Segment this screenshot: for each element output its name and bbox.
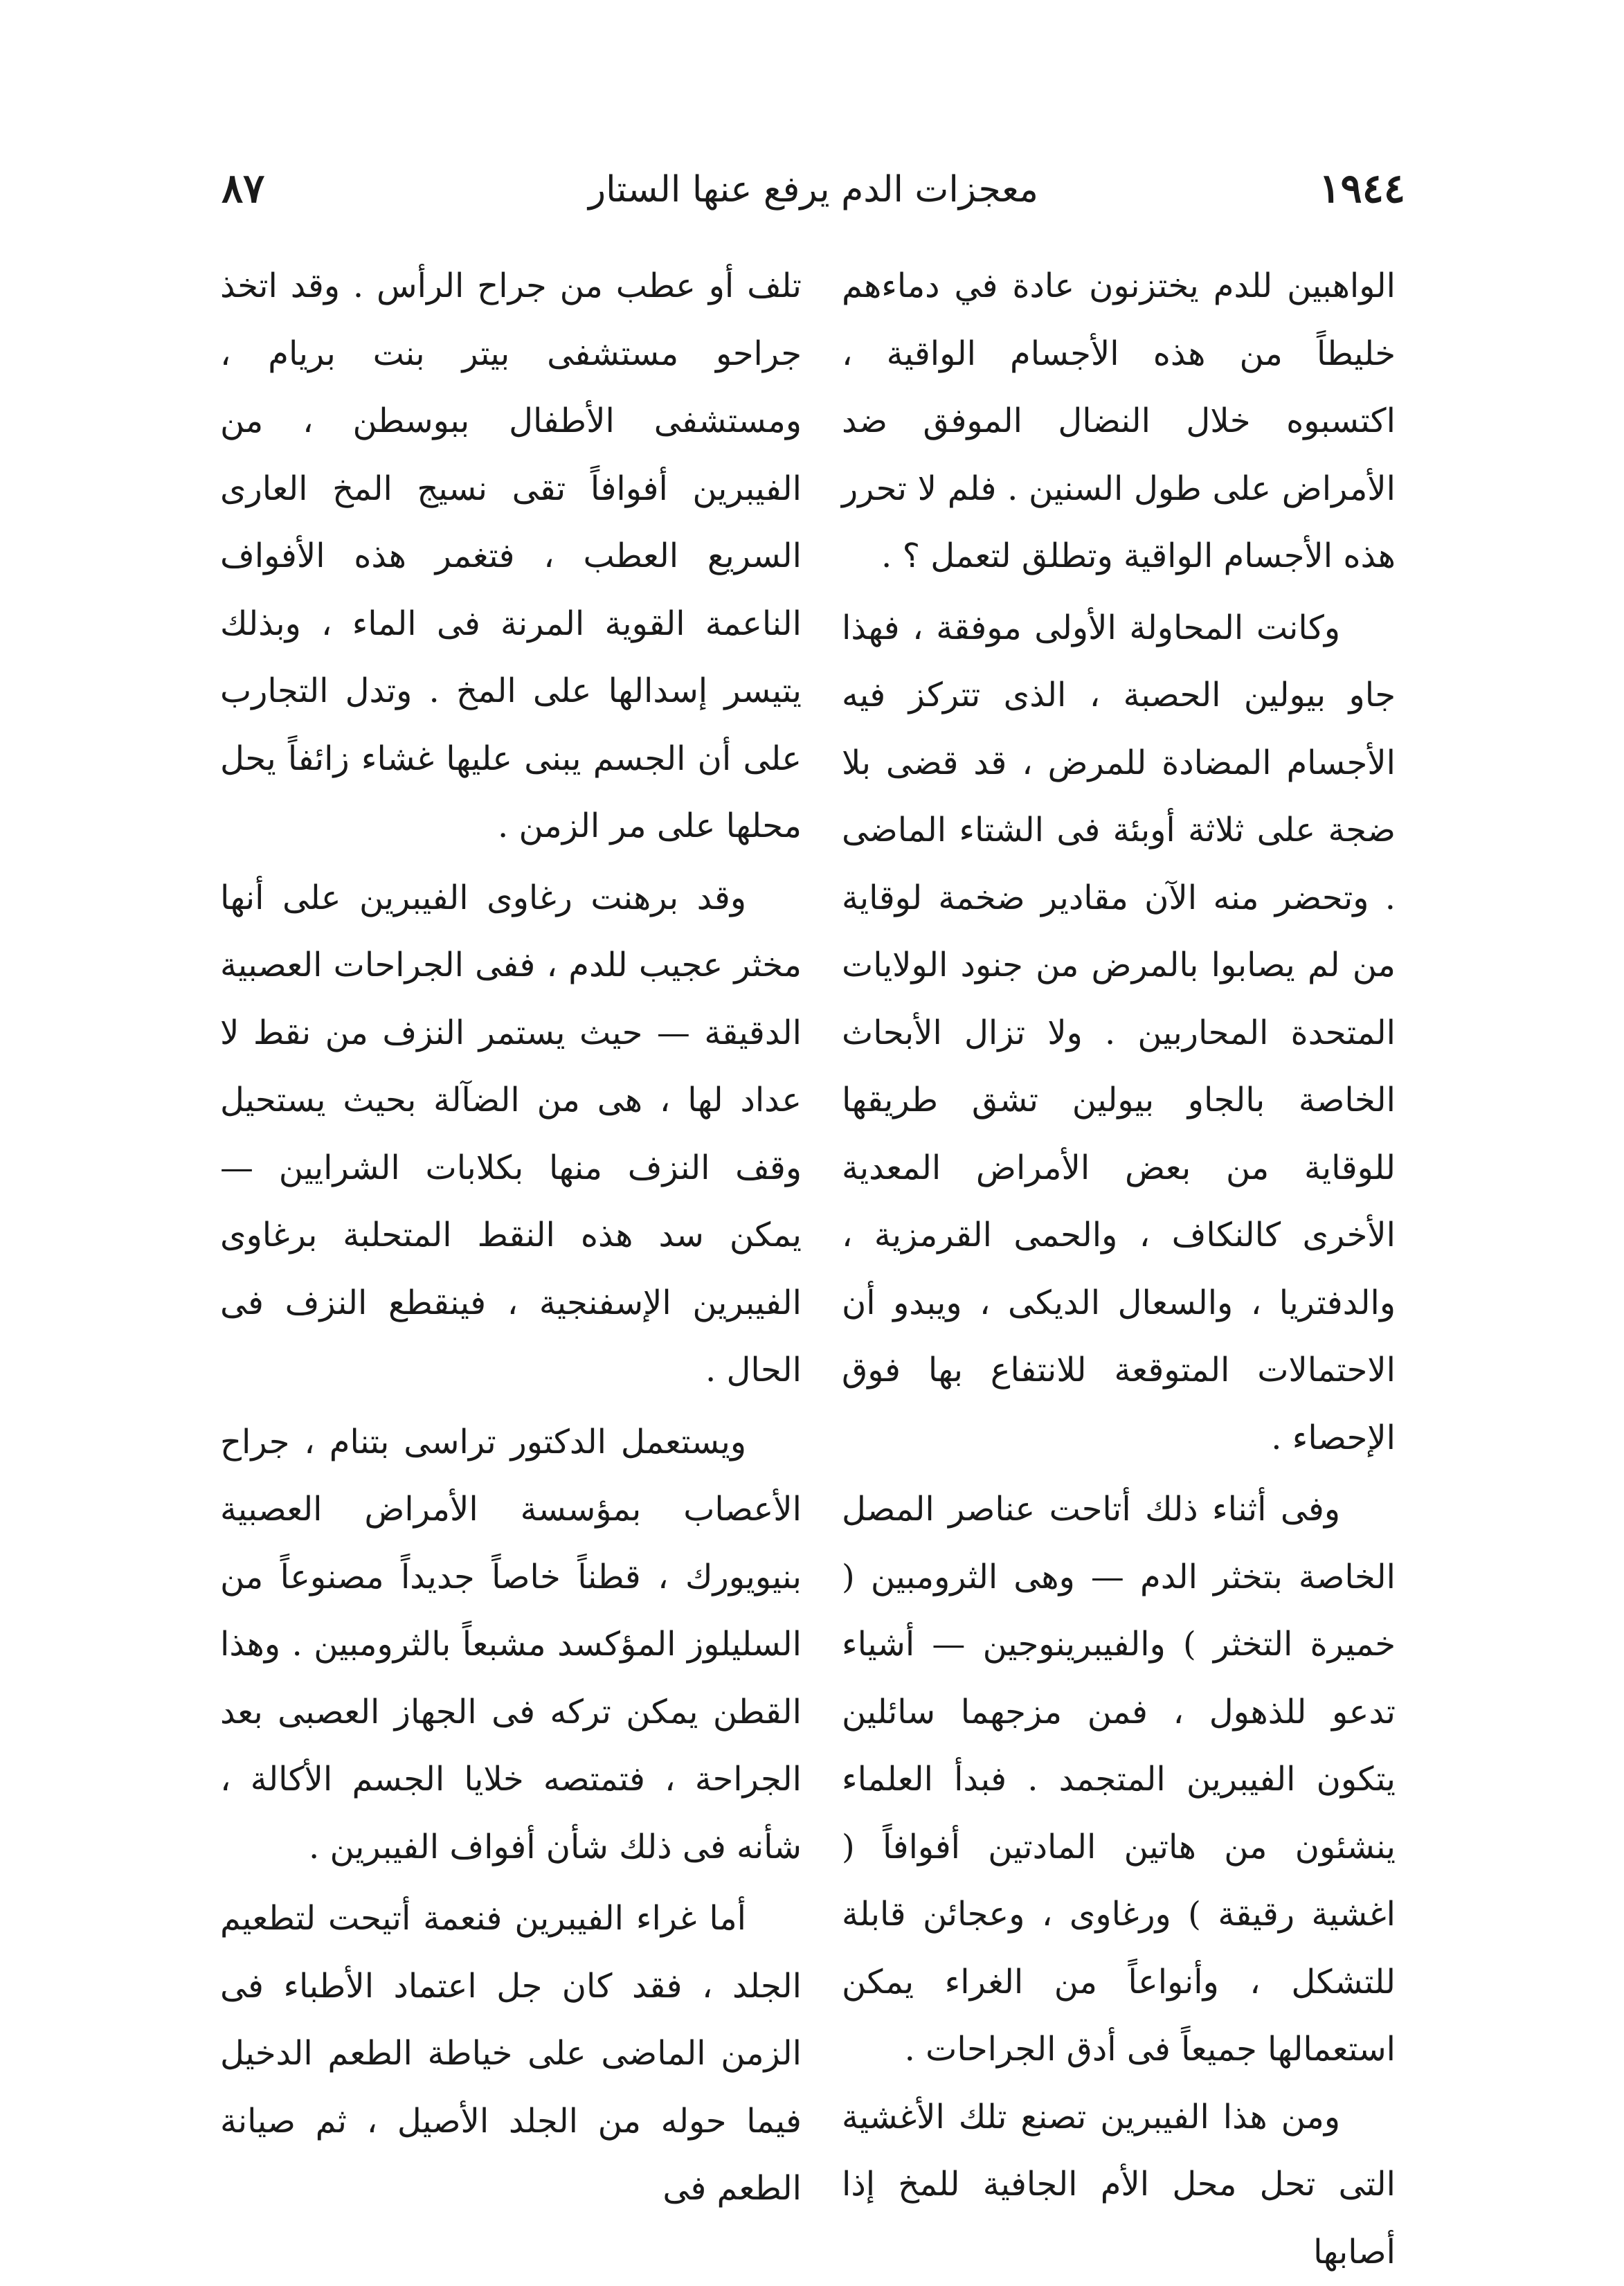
paragraph: ومن هذا الفيبرين تصنع تلك الأغشية التى تحل محل الأم الجافية للمخ إذا أصابها [842, 2084, 1396, 2286]
paragraph: وفى أثناء ذلك أتاحت عناصر المصل الخاصة بتخثر الدم — وهى الثرومبين ( خميرة التخثر ) والفيبرينوجين — أشياء تدعو للذهول ، فمن مزجهما سائلين يتكون الفيبرين المتجمد . فبدأ العلماء ينشئون من هاتين المادتين أفوافاً ( اغشية رقيقة ) ورغاوى ، وعجائن قابلة للتشكل ، وأنواعاً من الغراء يمكن استعمالها جميعاً فى أدق الجراحات . [842, 1476, 1396, 2084]
header-year: ١٩٤٤ [1319, 165, 1405, 212]
paragraph: أما غراء الفيبرين فنعمة أتيحت لتطعيم الجلد ، فقد كان جل اعتماد الأطباء فى الزمن الماضى على خياطة الطعم الدخيل فيما حوله من الجلد الأصيل ، ثم صيانة الطعم فى [220, 1885, 802, 2223]
paragraph: ويستعمل الدكتور تراسى بتنام ، جراح الأعصاب بمؤسسة الأمراض العصبية بنيويورك ، قطناً خاصاً جديداً مصنوعاً من السليلوز المؤكسد مشبعاً بالثرومبين . وهذا القطن يمكن تركه فى الجهاز العصبى بعد الجراحة ، فتمتصه خلايا الجسم الأكالة ، شأنه فى ذلك شأن أفواف الفيبرين . [220, 1409, 802, 1882]
paragraph: وكانت المحاولة الأولى موفقة ، فهذا جاو بيولين الحصبة ، الذى تتركز فيه الأجسام المضادة للمرض ، قد قضى بلا ضجة على ثلاثة أوبئة فى الشتاء الماضى . وتحضر منه الآن مقادير ضخمة لوقاية من لم يصابوا بالمرض من جنود الولايات المتحدة المحاربين . ولا تزال الأبحاث الخاصة بالجاو بيولين تشق طريقها للوقاية من بعض الأمراض المعدية الأخرى كالنكاف ، والحمى القرمزية ، والدفتريا ، والسعال الديكى ، ويبدو أن الاحتمالات المتوقعة للانتفاع بها فوق الإحصاء . [842, 595, 1396, 1473]
paragraph: وقد برهنت رغاوى الفيبرين على أنها مخثر عجيب للدم ، ففى الجراحات العصبية الدقيقة — حيث يستمر النزف من نقط لا عداد لها ، هى من الضآلة بحيث يستحيل وقف النزف منها بكلابات الشرايين — يمكن سد هذه النقط المتحلبة برغاوى الفيبرين الإسفنجية ، فينقطع النزف فى الحال . [220, 865, 802, 1405]
running-header [222, 165, 1405, 227]
paragraph: الواهبين للدم يختزنون عادة في دماءهم خليطاً من هذه الأجسام الواقية ، اكتسبوه خلال النضال الموفق ضد الأمراض على طول السنين . فلم لا تحرر هذه الأجسام الواقية وتطلق لتعمل ؟ . [842, 253, 1396, 591]
paragraph: تلف أو عطب من جراح الرأس . وقد اتخذ جراحو مستشفى بيتر بنت بريام ، ومستشفى الأطفال ببوسطن ، من الفيبرين أفوافاً تقى نسيج المخ العارى السريع العطب ، فتغمر هذه الأفواف الناعمة القوية المرنة فى الماء ، وبذلك يتيسر إسدالها على المخ . وتدل التجارب على أن الجسم يبنى عليها غشاء زائفاً يحل محلها على مر الزمن . [220, 253, 802, 861]
page-number: ٨٧ [222, 165, 264, 212]
left-column [220, 253, 802, 2223]
right-column [842, 253, 1396, 2286]
running-title: معجزات الدم يرفع عنها الستار [222, 169, 1405, 210]
